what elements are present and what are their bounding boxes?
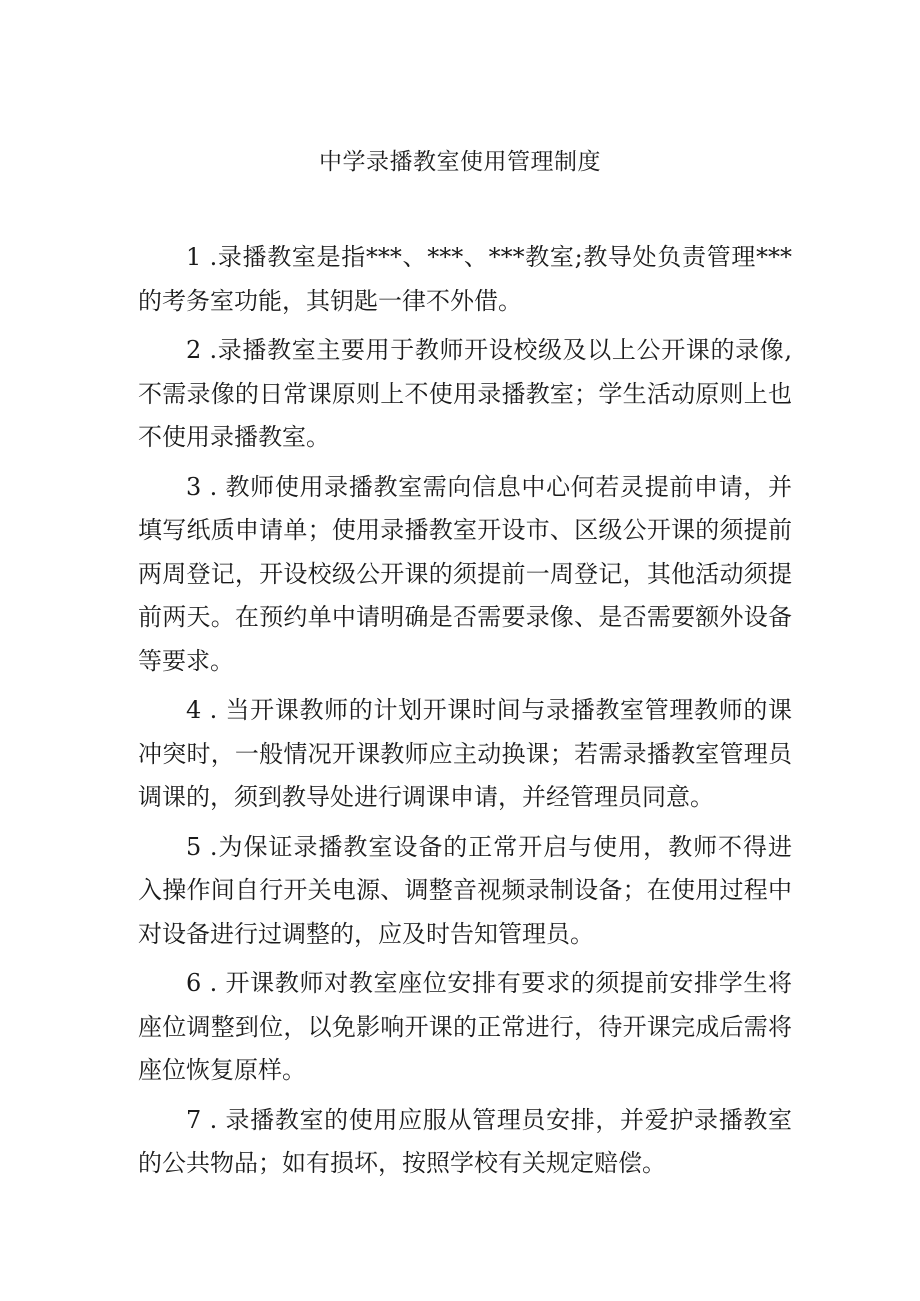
clause-number: 5 (186, 832, 202, 861)
clause-number: 7 (186, 1105, 202, 1134)
clause-number: 2 (186, 336, 202, 364)
document-title: 中学录播教室使用管理制度 (319, 149, 601, 175)
clause-separator: . (201, 832, 218, 861)
clause-separator: . (201, 696, 226, 724)
clause-text: 当开课教师的计划开课时间与录播教室管理教师的课冲突时，一般情况开课教师应主动换课；若需录播教室管理员调课的，须到教导处进行调课申请，并经管理员同意。 (138, 696, 793, 811)
clause-1 (138, 236, 792, 323)
clause-number: 3 (186, 472, 202, 501)
clause-separator: . (201, 472, 226, 501)
clause-separator: . (201, 336, 218, 364)
clause-text: 为保证录播教室设备的正常开启与使用，教师不得进入操作间自行开关电源、调整音视频录制设备；在使用过程中对设备进行过调整的，应及时告知管理员。 (138, 832, 793, 948)
clause-number: 4 (186, 696, 202, 724)
clause-3 (138, 466, 792, 684)
clause-text: 开课教师对教室座位安排有要求的须提前安排学生将座位调整到位，以免影响开课的正常进行，待开课完成后需将座位恢复原样。 (138, 969, 793, 1084)
document-body (138, 236, 792, 1192)
clause-number: 6 (186, 969, 202, 997)
clause-6 (138, 962, 792, 1093)
clause-7 (138, 1099, 792, 1186)
clause-4 (138, 689, 792, 820)
clause-separator: . (201, 969, 226, 997)
clause-separator: . (201, 243, 218, 271)
clause-text: 教师使用录播教室需向信息中心何若灵提前申请，并填写纸质申请单；使用录播教室开设市、区级公开课的须提前两周登记，开设校级公开课的须提前一周登记，其他活动须提前两天。在预约单中请明确是否需要录像、是否需要额外设备等要求。 (138, 472, 793, 675)
clause-text: 录播教室主要用于教师开设校级及以上公开课的录像,不需录像的日常课原则上不使用录播教室；学生活动原则上也不使用录播教室。 (138, 336, 792, 451)
clause-text: 录播教室是指***、***、***教室;教导处负责管理***的考务室功能，其钥匙一律不外借。 (138, 243, 792, 315)
clause-number: 1 (186, 243, 202, 271)
clause-text: 录播教室的使用应服从管理员安排，并爱护录播教室的公共物品；如有损坏，按照学校有关规定赔偿。 (138, 1105, 793, 1177)
clause-5 (138, 826, 792, 957)
clause-2 (138, 329, 792, 460)
clause-separator: . (201, 1105, 226, 1134)
